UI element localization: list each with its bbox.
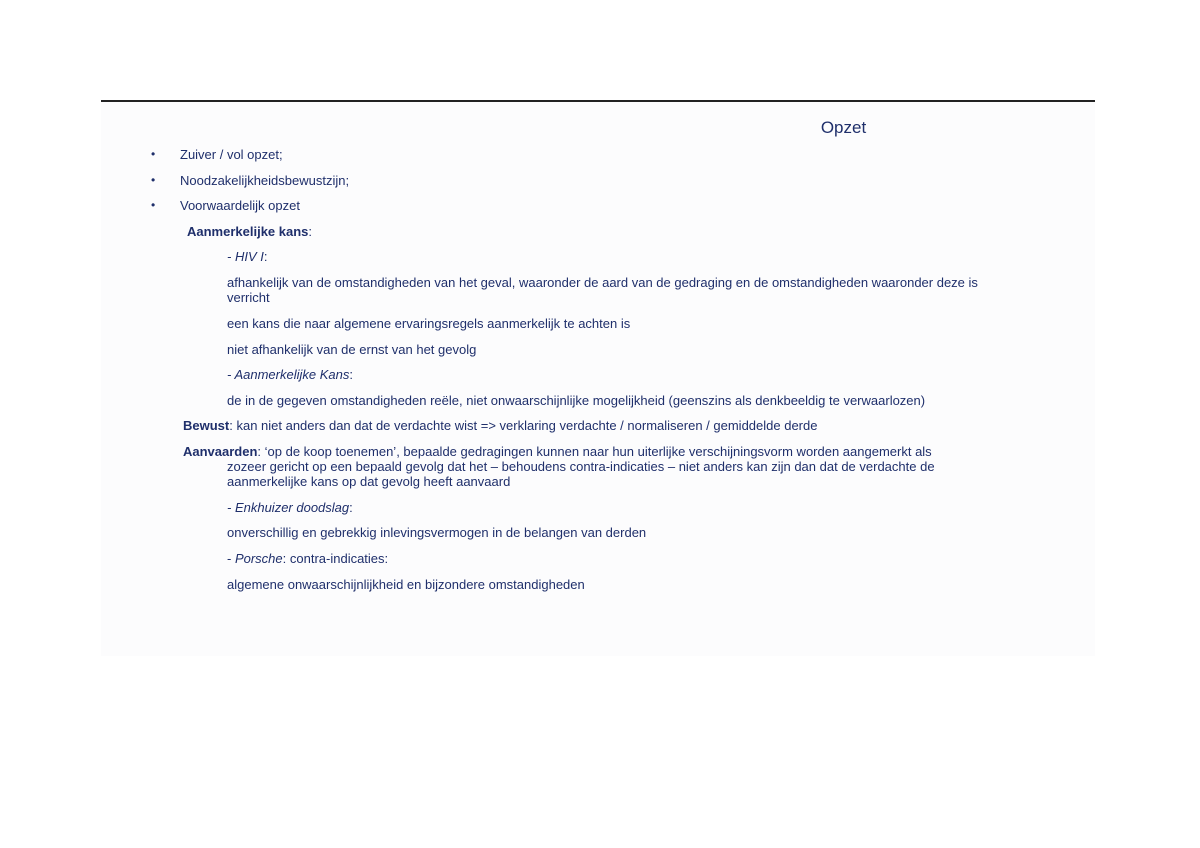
bewust-line: Bewust: kan niet anders dan dat de verdachte wist => verklaring verdachte / normaliseren / gemiddelde derde	[183, 418, 818, 433]
bullet-item-1: Zuiver / vol opzet;	[180, 147, 283, 162]
aanvaarden-line-1: Aanvaarden: ‘op de koop toenemen’, bepaalde gedragingen kunnen naar hun uiterlijke verschijningsvorm worden aangemerkt als	[183, 444, 932, 459]
hiv-text-3: niet afhankelijk van de ernst van het gevolg	[227, 342, 477, 357]
aanvaarden-line-2: zozeer gericht op een bepaald gevolg dat het – behoudens contra-indicaties – niet anders kan zijn dan dat de verdachte de	[227, 459, 935, 474]
aanvaarden-line-3: aanmerkelijke kans op dat gevolg heeft aanvaard	[227, 474, 511, 489]
bullet-item-2: Noodzakelijkheidsbewustzijn;	[180, 173, 350, 188]
enkhuizer-label: - Enkhuizer doodslag:	[227, 500, 353, 515]
bullet-dot-icon: •	[151, 173, 156, 187]
bullet-dot-icon: •	[151, 198, 156, 212]
bullet-item-3: Voorwaardelijk opzet	[180, 198, 300, 213]
aanmerkelijke-kans-heading: Aanmerkelijke kans:	[187, 224, 313, 239]
top-divider	[101, 100, 1095, 102]
porsche-label: - Porsche: contra-indicaties:	[227, 551, 389, 566]
bullet-dot-icon: •	[151, 147, 156, 161]
porsche-text: algemene onwaarschijnlijkheid en bijzondere omstandigheden	[227, 577, 585, 592]
kans-label: - Aanmerkelijke Kans:	[227, 367, 353, 382]
enkhuizer-text: onverschillig en gebrekkig inlevingsvermogen in de belangen van derden	[227, 525, 647, 540]
hiv-text-1b: verricht	[227, 290, 270, 305]
page-title: Opzet	[820, 118, 867, 137]
hiv-label: - HIV I:	[227, 249, 268, 264]
hiv-text-2: een kans die naar algemene ervaringsregels aanmerkelijk te achten is	[227, 316, 631, 331]
kans-text: de in de gegeven omstandigheden reële, niet onwaarschijnlijke mogelijkheid (geenszins als denkbeeldig te verwaarlozen)	[227, 393, 926, 408]
hiv-text-1: afhankelijk van de omstandigheden van het geval, waaronder de aard van de gedraging en de omstandigheden waaronder deze is	[227, 275, 978, 290]
